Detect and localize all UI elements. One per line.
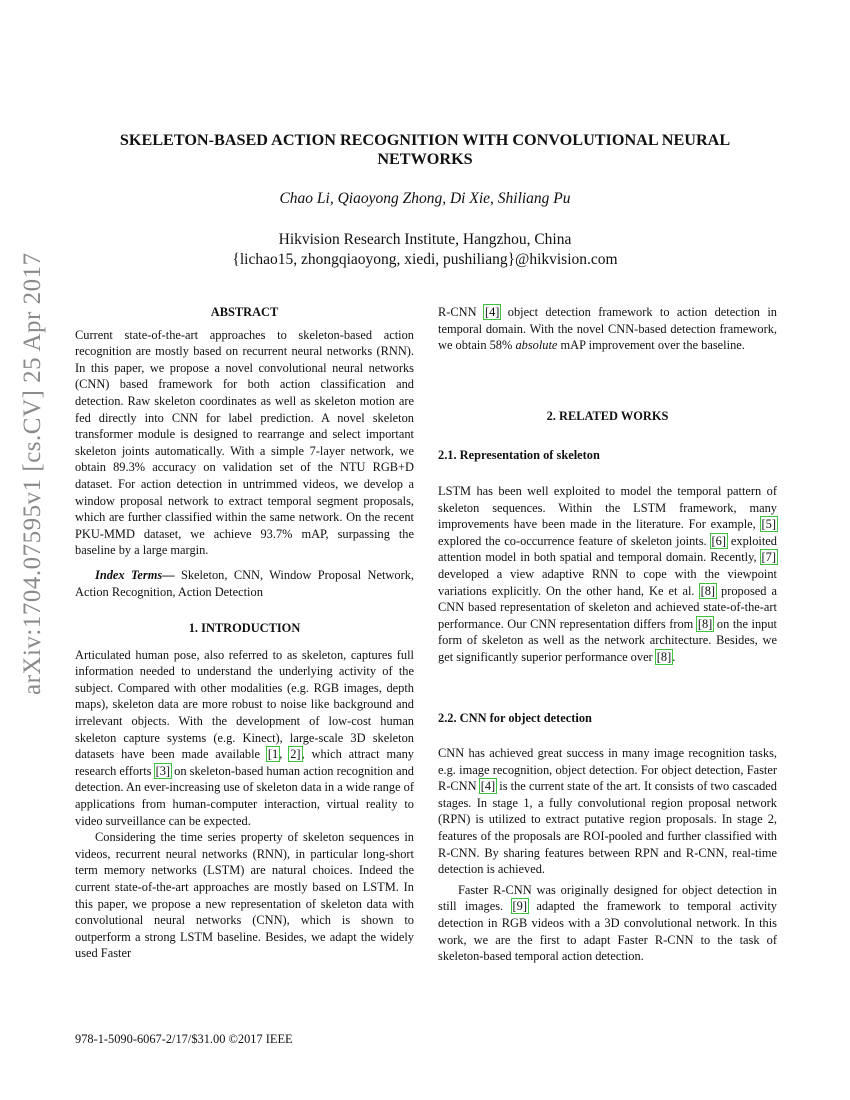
intro-paragraph-2: Considering the time series property of skeleton sequences in videos, recurrent neural networks (RNN), in particular long-short term memory networks (LSTM) are natural choices. Indeed the current state-of-the-art approaches are mostly based on LSTM. In this paper, we propose a new representation of skeleton data with convolutional neural networks (CNN), which is shown to outperform a strong LSTM baseline. Besides, we adapt the widely used Faster <box>75 830 414 961</box>
right-column <box>438 304 777 965</box>
citation-9[interactable]: [9] <box>512 899 527 914</box>
rel-s1-text-c: exploited attention model in both spatial and temporal domain. Recently, <box>438 533 778 565</box>
rel-s2-text-a: CNN has achieved great success in many image recognition tasks, e.g. image recognition, object detection. For object detection, Faster R-CNN <box>438 746 777 794</box>
paper-title: SKELETON-BASED ACTION RECOGNITION WITH CONVOLUTIONAL NEURAL NETWORKS <box>119 131 731 168</box>
citation-6[interactable]: [6] <box>711 533 726 548</box>
citation-3[interactable]: [3] <box>155 763 171 778</box>
introduction-heading: 1. INTRODUCTION <box>188 621 301 636</box>
citation-4[interactable]: [4] <box>480 779 496 794</box>
citation-separator: , <box>279 747 290 762</box>
rel-s2-text-b: is the current state of the art. It consists of two cascaded stages. In stage 1, a fully convolutional region proposal network (RPN) is utilized to extract putative region proposals. In stage 2, features of the proposals are ROI-pooled and further classified with R-CNN. By sharing features between RPN and R-CNN, real-time detection is achieved. <box>438 779 777 877</box>
rel-s1-text-f: on the input form of skeleton as well as the network architecture. Besides, we get significantly superior performance over <box>438 616 777 664</box>
subsection-2-1-heading: 2.1. Representation of skeleton <box>438 448 600 463</box>
citation-5[interactable]: [5] <box>761 517 776 532</box>
paper-authors: Chao Li, Qiaoyong Zhong, Di Xie, Shiliang Pu <box>279 190 571 207</box>
affiliation: Hikvision Research Institute, Hangzhou, China <box>278 231 572 248</box>
citation-2[interactable]: 2] <box>290 747 301 762</box>
arxiv-stamp: arXiv:1704.07595v1 [cs.CV] 25 Apr 2017 <box>19 252 46 695</box>
left-column <box>75 304 414 962</box>
citation-8[interactable]: [8] <box>697 616 713 631</box>
author-emails: {lichao15, zhongqiaoyong, xiedi, pushiliang}@hikvision.com <box>232 251 618 268</box>
rel-s1-text-d: developed a view adaptive RNN to cope with the viewpoint variations explicitly. On the other hand, Ke et al. <box>438 566 777 598</box>
rel-s2-text-d: adapted the framework to temporal activity detection in RGB videos with a 3D convolutional network. In this work, we are the first to adapt Faster R-CNN to the task of skeleton-based temporal action detection. <box>438 899 777 964</box>
index-terms-text: Skeleton, CNN, Window Proposal Network, Action Recognition, Action Detection <box>75 567 414 599</box>
related-skeleton-paragraph <box>438 483 777 666</box>
index-terms <box>75 567 414 600</box>
intro-p1-text-a: Articulated human pose, also referred to as skeleton, captures full information needed to understand the underlying activity of the subject. Compared with other modalities (e.g. RGB images, depth maps), skeleton data are more robust to noise like background and irrelevant objects. With the development of low-cost human skeleton capture systems (e.g. Kinect), large-scale 3D skeleton datasets have been made available <box>75 647 414 762</box>
intro-paragraph-3 <box>438 304 777 354</box>
cnn-detection-paragraph-1 <box>438 745 777 878</box>
rel-s1-text-a: LSTM has been well exploited to model the temporal pattern of skeleton sequences. Within the LSTM framework, many improvements have been made in the literature. For example, <box>438 483 777 532</box>
intro-p1-text-c: on skeleton-based human action recognition and detection. An ever-increasing use of skeleton data in a wide range of applications from human-computer interaction, virtual reality to video surveillance can be expected. <box>75 763 414 828</box>
subsection-2-2-heading: 2.2. CNN for object detection <box>438 710 592 725</box>
abstract-heading: ABSTRACT <box>210 305 279 319</box>
citation-4[interactable]: [4] <box>484 305 500 319</box>
citation-1[interactable]: [1 <box>267 747 279 762</box>
rel-s1-text-g: . <box>672 649 676 664</box>
intro-p3-text-b: object detection framework to action detection in temporal domain. With the novel CNN-based detection framework, we obtain 58% <box>438 305 778 353</box>
rel-s2-text-c: Faster R-CNN was originally designed for object detection in still images. <box>438 882 777 914</box>
affiliation-block <box>90 230 760 270</box>
abstract-text: Current state-of-the-art approaches to skeleton-based action recognition are mostly based on recurrent neural networks (RNN). In this paper, we propose a novel convolutional neural networks (CNN) based framework for both action classification and detection. Raw skeleton coordinates as well as skeleton motion are fed directly into CNN for label prediction. A novel skeleton transformer module is designed to rearrange and select important skeleton joints automatically. With a simple 7-layer network, we obtain 89.3% accuracy on validation set of the NTU RGB+D dataset. For action detection in untrimmed videos, we develop a window proposal network to extract temporal segment proposals, which are further classified within the same network. On the recent PKU-MMD dataset, we achieve 93.7% mAP, surpassing the baseline by a large margin. <box>75 327 414 558</box>
rel-s1-text-b: explored the co-occurrence feature of skeleton joints. <box>438 533 711 548</box>
related-works-heading: 2. RELATED WORKS <box>546 408 669 423</box>
citation-8[interactable]: [8] <box>656 649 672 664</box>
intro-p3-text-c: mAP improvement over the baseline. <box>557 338 745 353</box>
intro-p1-text-b: , which attract many research efforts <box>75 747 414 778</box>
index-terms-label: Index Terms— <box>95 567 175 582</box>
copyright-footer: 978-1-5090-6067-2/17/$31.00 ©2017 IEEE <box>75 1032 293 1046</box>
intro-p3-text-a: R-CNN <box>438 305 484 319</box>
citation-8[interactable]: [8] <box>700 583 716 598</box>
cnn-detection-paragraph-2 <box>438 882 777 965</box>
intro-p3-italic: absolute <box>515 338 558 353</box>
rel-s1-text-e: proposed a CNN based representation of skeleton and achieved state-of-the-art performance. Our CNN representation differs from <box>438 583 777 631</box>
intro-paragraph-1 <box>75 647 414 830</box>
citation-7[interactable]: [7] <box>761 550 776 565</box>
